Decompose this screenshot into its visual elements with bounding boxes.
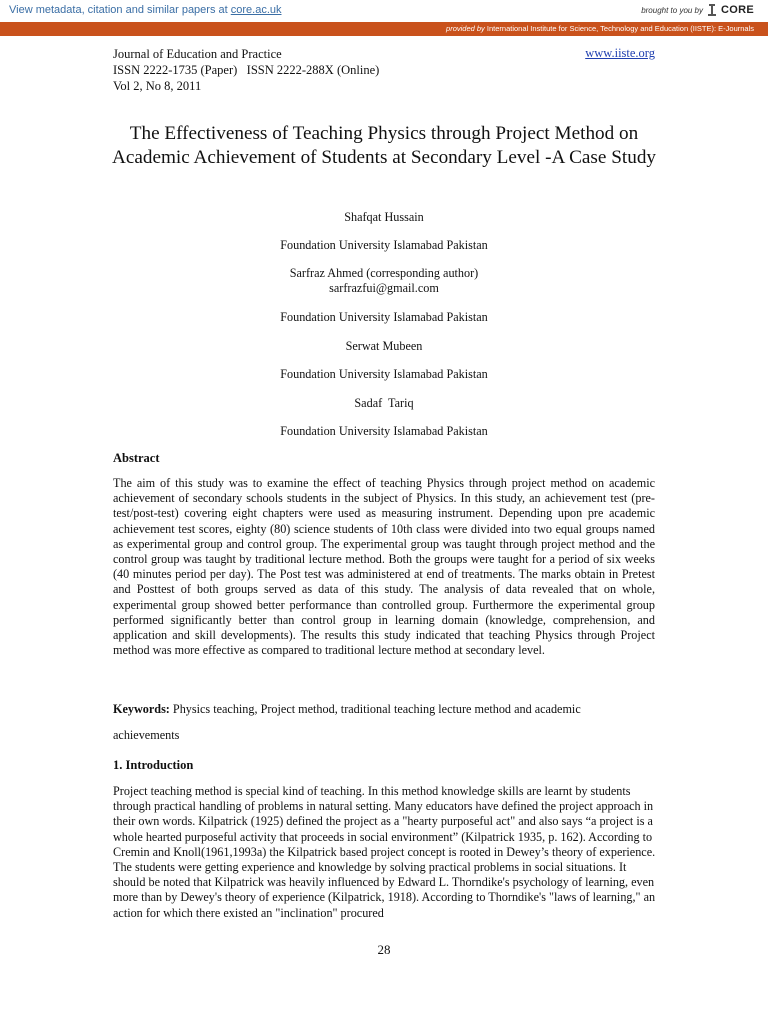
author-affiliation: Foundation University Islamabad Pakistan [280,367,488,381]
introduction-body: Project teaching method is special kind of teaching. In this method knowledge skills are learnt by students through practical handling of problems in natural setting. Many educators have defined the project approach in their own words. Kilpatrick (1925) defined the project as a "hearty purposeful act" and also says “a project is a whole hearted purposeful activity that proceeds in social environment” (Kilpatrick 1935, p. 162). According to Cremin and Knoll(1961,1993a) the Kilpatrick based project concept is rooted in Dewey’s theory of experience. The students were getting experience and knowledge by solving practical problems in social situations. It should be noted that Kilpatrick was heavily influenced by Edward L. Thorndike's psychology of learning, even more than by Dewey's theory of experience (Kilpatrick, 1918). According to Thorndike's "laws of learning," an action for which there existed an "inclination" procured [113,784,656,920]
core-brand: CORE [721,4,754,16]
core-logo-icon [706,3,718,17]
author-affiliation: Foundation University Islamabad Pakistan [280,310,488,324]
keywords-label: Keywords: [113,702,170,716]
core-banner [0,0,768,23]
author-name: Sadaf Tariq [354,396,414,410]
introduction-heading: 1. Introduction [113,758,194,772]
provided-by-text[interactable] [446,24,754,33]
abstract-body: The aim of this study was to examine the effect of teaching Physics through project method on academic achievement of secondary schools students in the subject of Physics. In this study, an achievement test (pre-test/post-test) covering eight chapters were used as measuring instrument. Depending upon pre academic achievement test scores, eighty (80) science students of 10th class were divided into two equal groups named as experimental group and control group. The experimental group was taught through project method and the control group was taught by traditional lecture method. Both the groups were taught for a period of six weeks (40 minutes period per day). The Post test was administered at end of treatments. The marks obtain in Pretest and Posttest of both groups served as data of this study. The analysis of data revealed that on whole, experimental group showed better performance than controlled group. Furthermore the experimental group performed significantly better than control group in learning domain (knowledge, comprehension, and application and skill developments). The results this study indicated that teaching Physics through Project method was more effective as compared to traditional lecture method at secondary level. [113,476,655,658]
abstract-heading: Abstract [113,451,160,465]
author-email[interactable]: sarfrazfui@gmail.com [329,281,439,295]
page-number: 28 [377,942,391,957]
author-affiliation: Foundation University Islamabad Pakistan [280,238,488,252]
keywords [113,702,655,717]
core-ac-uk-link[interactable]: core.ac.uk [230,4,282,16]
view-metadata-text: View metadata, citation and similar papers at [9,4,231,16]
view-metadata-link[interactable] [9,4,282,16]
paper-title: The Effectiveness of Teaching Physics through Project Method on Academic Achievement of Students at Secondary Level -A Case Study [111,123,657,168]
journal-name: Journal of Education and Practice [113,47,282,61]
brought-to-you-by[interactable] [641,3,754,17]
author-name: Shafqat Hussain [344,210,424,224]
website-link[interactable]: www.iiste.org [585,46,655,60]
keywords-continuation: achievements [113,728,180,742]
journal-header [113,46,379,94]
journal-issn: ISSN 2222-1735 (Paper) ISSN 2222-288X (Online) [113,63,380,77]
author-affiliation: Foundation University Islamabad Pakistan [280,424,488,438]
keywords-text: Physics teaching, Project method, traditional teaching lecture method and academic [169,702,581,716]
journal-volume: Vol 2, No 8, 2011 [113,79,202,93]
brought-to-you-by-text: brought to you by [641,5,704,15]
author-name: Serwat Mubeen [345,339,423,353]
provided-by-source: International Institute for Science, Technology and Education (IISTE): E-Journals [486,24,754,33]
provided-by-label: provided by [446,24,485,33]
paper-page [0,36,768,1024]
author-name: Sarfraz Ahmed (corresponding author) [289,266,479,280]
provided-by-bar [0,22,768,36]
